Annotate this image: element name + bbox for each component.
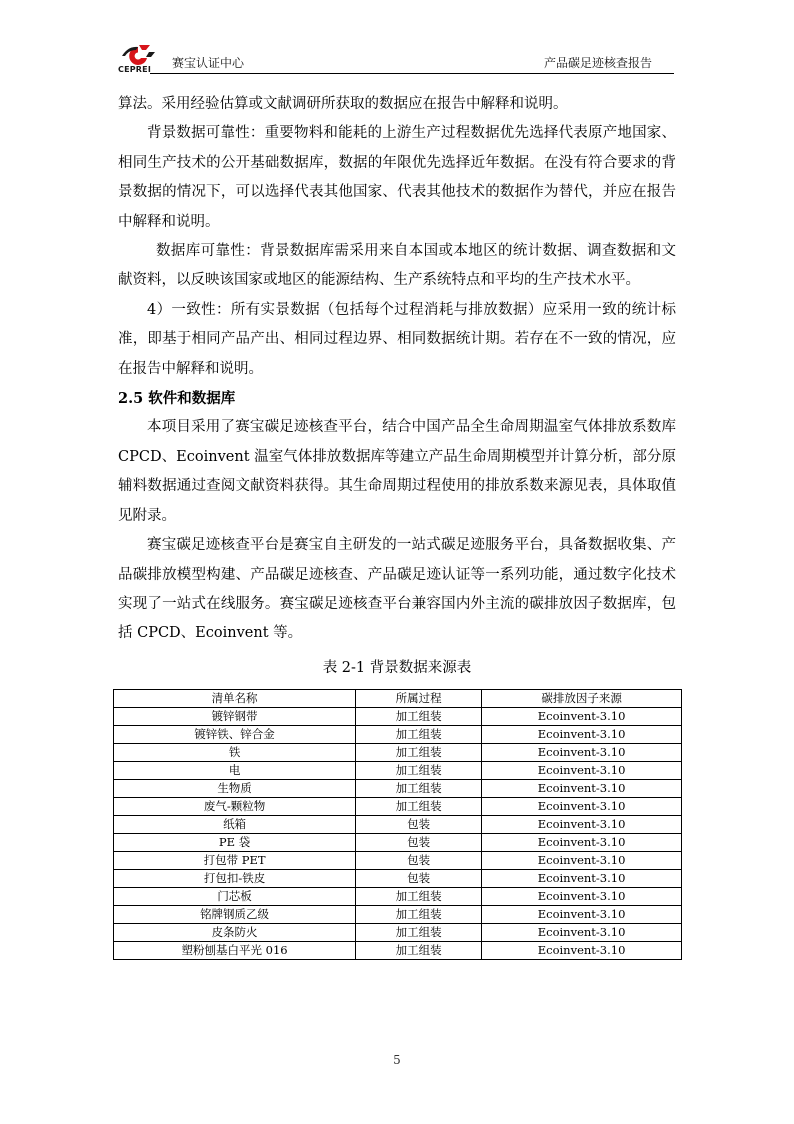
table-caption: 表 2-1 背景数据来源表 [322,659,472,676]
paragraph-1: 算法。采用经验估算或文献调研所获取的数据应在报告中解释和说明。 [118,96,568,112]
table-row [114,833,682,851]
cell-factor-source: Ecoinvent-3.10 [482,743,682,761]
table-row [114,761,682,779]
table-row [114,941,682,959]
cell-factor-source: Ecoinvent-3.10 [482,851,682,869]
cell-item-name: 镀锌铁、锌合金 [114,725,356,743]
cell-process: 加工组装 [356,797,482,815]
cell-factor-source: Ecoinvent-3.10 [482,869,682,887]
table-row [114,707,682,725]
cell-process: 加工组装 [356,707,482,725]
cell-item-name: 打包带 PET [114,851,356,869]
paragraph-database-reliability: 数据库可靠性：背景数据库需采用来自本国或本地区的统计数据、调查数据和文献资料，以反映该国家或地区的能源结构、生产系统特点和平均的生产技术水平。 [118,243,676,289]
page-header [118,44,674,76]
report-title: 产品碳足迹核查报告 [543,56,652,70]
table-row [114,743,682,761]
paragraph-consistency: 4）一致性：所有实景数据（包括每个过程消耗与排放数据）应采用一致的统计标准，即基于相同产品产出、相同过程边界、相同数据统计期。若存在不一致的情况，应在报告中解释和说明。 [118,301,676,377]
cell-process: 加工组装 [356,887,482,905]
cell-factor-source: Ecoinvent-3.10 [482,725,682,743]
header-factor-source: 碳排放因子来源 [482,689,682,707]
cell-item-name: 皮条防火 [114,923,356,941]
table-row [114,851,682,869]
cell-factor-source: Ecoinvent-3.10 [482,815,682,833]
cell-process: 加工组装 [356,743,482,761]
cell-item-name: PE 袋 [114,833,356,851]
cell-factor-source: Ecoinvent-3.10 [482,779,682,797]
cell-process: 加工组装 [356,761,482,779]
table-row [114,923,682,941]
cell-item-name: 铭牌钢质乙级 [114,905,356,923]
cell-item-name: 门芯板 [114,887,356,905]
paragraph-platform: 赛宝碳足迹核查平台是赛宝自主研发的一站式碳足迹服务平台，具备数据收集、产品碳排放模型构建、产品碳足迹核查、产品碳足迹认证等一系列功能，通过数字化技术实现了一站式在线服务。赛宝碳足迹核查平台兼容国内外主流的碳排放因子数据库，包括 CPCD、Ecoinvent 等。 [118,537,676,642]
cell-factor-source: Ecoinvent-3.10 [482,707,682,725]
header-process: 所属过程 [356,689,482,707]
cell-item-name: 电 [114,761,356,779]
logo-text: CEPREI [118,65,152,74]
cell-factor-source: Ecoinvent-3.10 [482,797,682,815]
page-content [118,90,676,960]
cell-process: 加工组装 [356,905,482,923]
cell-item-name: 生物质 [114,779,356,797]
background-data-table [113,689,682,960]
cell-item-name: 纸箱 [114,815,356,833]
cell-factor-source: Ecoinvent-3.10 [482,833,682,851]
table-row [114,797,682,815]
cell-process: 包装 [356,869,482,887]
header-item-name: 清单名称 [114,689,356,707]
table-row [114,869,682,887]
cell-process: 加工组装 [356,779,482,797]
cell-process: 加工组装 [356,725,482,743]
cell-process: 包装 [356,815,482,833]
table-header-row [114,689,682,707]
cell-item-name: 废气-颗粒物 [114,797,356,815]
paragraph-software: 本项目采用了赛宝碳足迹核查平台，结合中国产品全生命周期温室气体排放系数库 CPCD、Ecoinvent 温室气体排放数据库等建立产品生命周期模型并计算分析，部分原辅料数据通过查阅文献资料获得。其生命周期过程使用的排放系数来源见表，具体取值见附录。 [118,419,676,524]
cell-factor-source: Ecoinvent-3.10 [482,887,682,905]
page-number: 5 [393,1053,401,1067]
cell-item-name: 塑粉刨基白平光 016 [114,941,356,959]
paragraph-background-data: 背景数据可靠性：重要物料和能耗的上游生产过程数据优先选择代表原产地国家、相同生产技术的公开基础数据库，数据的年限优先选择近年数据。在没有符合要求的背景数据的情况下，可以选择代表其他国家、代表其他技术的数据作为替代，并应在报告中解释和说明。 [118,125,676,230]
cell-factor-source: Ecoinvent-3.10 [482,941,682,959]
cell-item-name: 铁 [114,743,356,761]
cell-item-name: 打包扣-铁皮 [114,869,356,887]
table-row [114,905,682,923]
cell-process: 包装 [356,833,482,851]
ceprei-logo [118,44,158,76]
cell-factor-source: Ecoinvent-3.10 [482,905,682,923]
cell-process: 包装 [356,851,482,869]
cell-factor-source: Ecoinvent-3.10 [482,923,682,941]
cell-factor-source: Ecoinvent-3.10 [482,761,682,779]
table-row [114,779,682,797]
table-row [114,815,682,833]
cell-item-name: 镀锌钢带 [114,707,356,725]
cell-process: 加工组装 [356,923,482,941]
organization-name: 赛宝认证中心 [172,56,245,70]
table-row [114,887,682,905]
header-rule [150,73,674,74]
section-heading: 2.5 软件和数据库 [118,390,236,408]
cell-process: 加工组装 [356,941,482,959]
table-row [114,725,682,743]
